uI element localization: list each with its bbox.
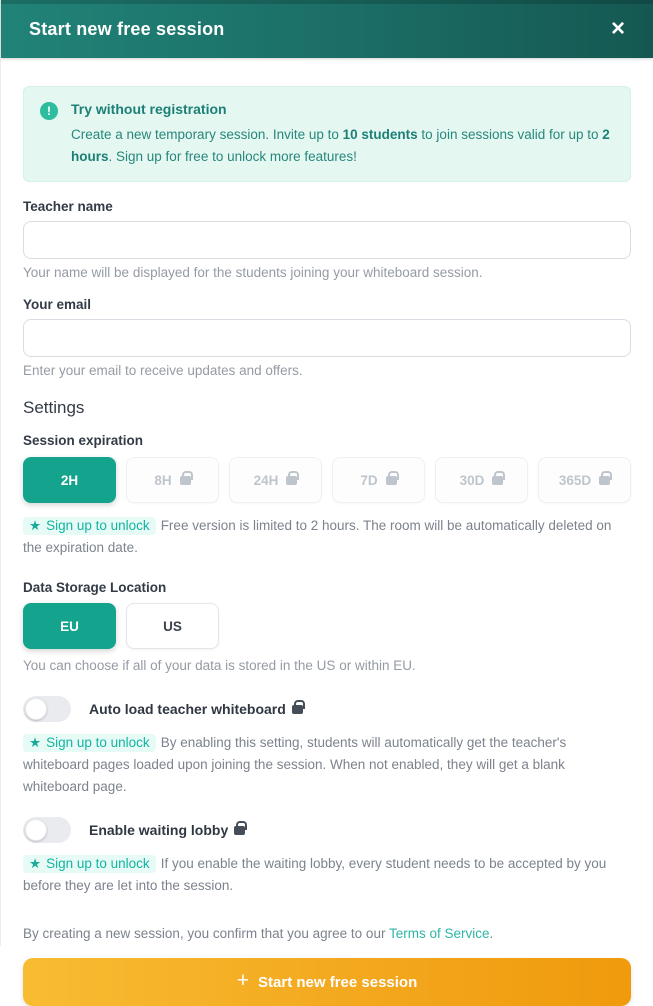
expiration-option-24h[interactable] (229, 457, 322, 503)
star-icon: ★ (29, 856, 42, 872)
unlock-badge-label: Sign up to unlock (46, 735, 150, 751)
auto-load-whiteboard-label (89, 701, 303, 717)
toggle-label-text: Auto load teacher whiteboard (89, 701, 286, 718)
expiration-note (23, 515, 631, 558)
session-expiration-label: Session expiration (23, 433, 144, 449)
info-banner (23, 86, 631, 182)
close-icon[interactable]: × (607, 15, 629, 43)
banner-text (71, 124, 614, 167)
option-label: 2H (60, 472, 79, 488)
waiting-lobby-note (23, 853, 631, 896)
expiration-option-2h[interactable] (23, 457, 116, 503)
banner-text-part: Create a new temporary session. Invite up to (71, 127, 343, 142)
waiting-lobby-toggle[interactable] (23, 817, 71, 843)
data-storage-label: Data Storage Location (23, 580, 167, 596)
star-icon: ★ (29, 735, 42, 751)
toggle-knob (25, 698, 47, 720)
teacher-name-label: Teacher name (23, 199, 113, 215)
option-label: 8H (154, 472, 172, 488)
modal-title: Start new free session (29, 18, 225, 39)
terms-of-service-link[interactable]: Terms of Service (388, 926, 490, 942)
unlock-badge-label: Sign up to unlock (46, 856, 150, 872)
data-storage-options (23, 603, 631, 649)
expiration-option-30d[interactable] (435, 457, 528, 503)
data-storage-helper: You can choose if all of your data is stored in the US or within EU. (23, 658, 416, 674)
option-label: 7D (360, 472, 378, 488)
modal-body (1, 86, 653, 1006)
signup-unlock-badge[interactable] (23, 517, 156, 535)
teacher-name-helper: Your name will be displayed for the students joining your whiteboard session. (23, 265, 483, 281)
signup-unlock-badge[interactable] (23, 855, 156, 873)
option-label: 24H (253, 472, 279, 488)
option-label: 30D (459, 472, 485, 488)
email-input[interactable] (23, 319, 631, 357)
banner-bold-students: 10 students (342, 127, 418, 142)
email-label: Your email (23, 297, 92, 313)
toggle-label-text: Enable waiting lobby (89, 822, 229, 839)
auto-load-whiteboard-toggle[interactable] (23, 696, 71, 722)
waiting-lobby-label (89, 822, 245, 838)
unlock-badge-label: Sign up to unlock (46, 518, 150, 534)
auto-load-note-text: By enabling this setting, students will automatically get the teacher's whiteboard pages loaded upon joining the session. When not enabled, they will get a blank whiteboard page. (23, 735, 567, 794)
option-label: 365D (558, 472, 592, 488)
lock-icon (286, 476, 297, 485)
teacher-name-input[interactable] (23, 221, 631, 259)
star-icon: ★ (29, 518, 42, 534)
terms-text: . (489, 926, 494, 942)
banner-title: Try without registration (71, 101, 227, 117)
toggle-knob (25, 819, 47, 841)
info-icon: ! (40, 102, 58, 120)
terms-text: By creating a new session, you confirm that you agree to our (23, 926, 389, 942)
plus-icon: + (236, 969, 250, 993)
storage-option-eu[interactable] (23, 603, 116, 649)
expiration-note-text: Free version is limited to 2 hours. The room will be automatically deleted on the expiration date. (23, 518, 612, 555)
lock-icon (234, 826, 245, 835)
lock-icon (492, 476, 503, 485)
auto-load-toggle-row (23, 696, 631, 722)
lock-icon (292, 705, 303, 714)
email-helper: Enter your email to receive updates and offers. (23, 363, 303, 379)
banner-bold-hours: 2 hours (71, 127, 610, 164)
expiration-option-7d[interactable] (332, 457, 425, 503)
option-label: US (163, 618, 182, 634)
expiration-option-365d[interactable] (538, 457, 631, 503)
waiting-lobby-toggle-row (23, 817, 631, 843)
modal-header (1, 0, 653, 58)
banner-text-part: to join sessions valid for up to (417, 127, 603, 142)
banner-content (71, 101, 614, 167)
expiration-option-8h[interactable] (126, 457, 219, 503)
session-expiration-options (23, 457, 631, 503)
lock-icon (599, 476, 610, 485)
banner-text-part: . Sign up for free to unlock more features! (108, 148, 357, 164)
lock-icon (386, 476, 397, 485)
terms-line (23, 926, 631, 941)
start-session-button[interactable] (23, 958, 631, 1006)
lock-icon (180, 476, 191, 485)
auto-load-note (23, 732, 631, 797)
storage-option-us[interactable] (126, 603, 219, 649)
waiting-lobby-note-text: If you enable the waiting lobby, every student needs to be accepted by you before they are let into the session. (23, 856, 607, 893)
start-session-button-label: Start new free session (258, 973, 418, 991)
signup-unlock-badge[interactable] (23, 734, 156, 752)
option-label: EU (60, 618, 79, 634)
settings-heading: Settings (23, 398, 85, 418)
